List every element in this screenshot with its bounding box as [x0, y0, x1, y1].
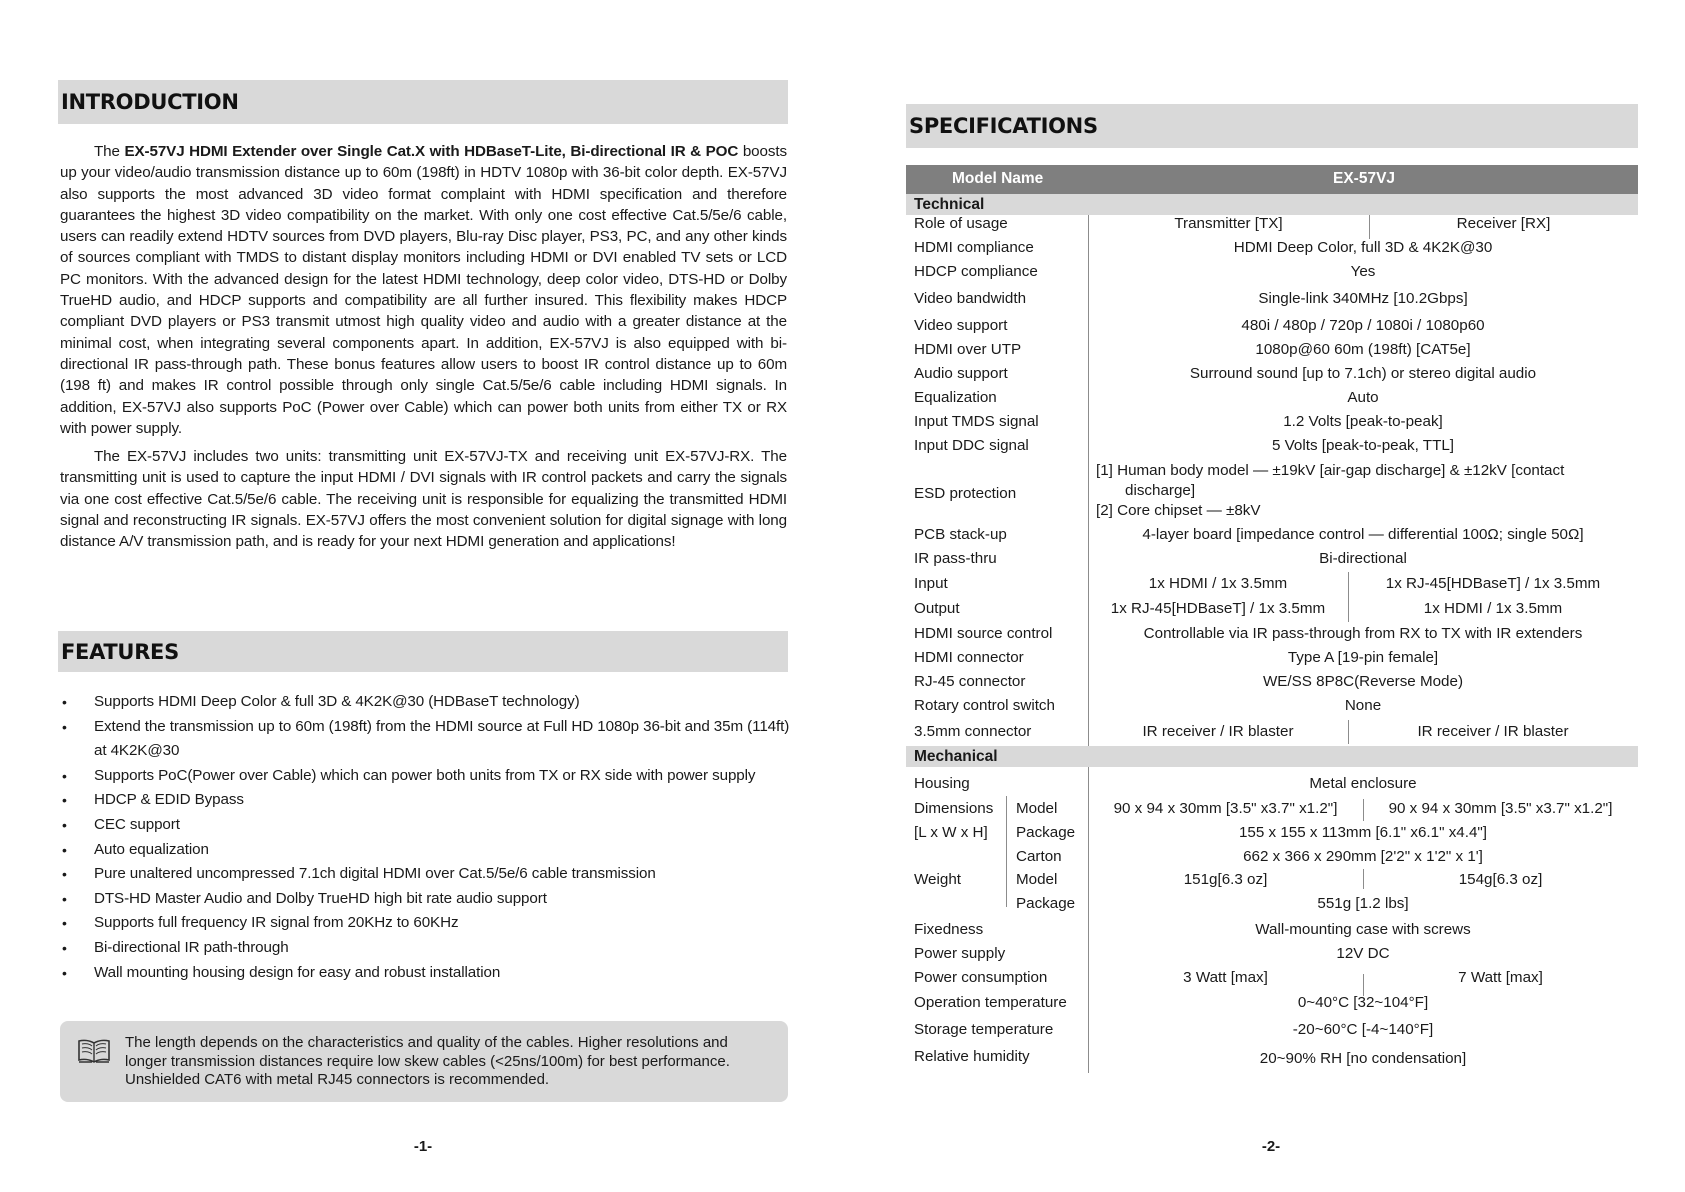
- esd-value: [1096, 461, 1626, 521]
- note-line: longer transmission distances require low skew cables (<25ns/100m) for best performance.: [125, 1052, 730, 1070]
- intro-p1-rest: boosts up your video/audio transmission distance up to 60m (198ft) in HDTV 1080p with 36-bit color depth. EX-57VJ also supports the most advanced 3D video format complaint with HDMI specification and therefore guarantees the highest 3D video compatibility on the market. With only one cost effective Cat.5/5e/6 cable, users can readily extend HDTV sources from DVD players, Blu-ray Disc player, PS3, PC, and any other kinds of sources compliant with TMDS to distant display monitors including HDMI or DVI enabled TV sets or LCD PC monitors. With the advanced design for the latest HDMI technology, deep color video, DTS-HD or Dolby TrueHD audio, and HDCP supports and compatibility are all further insured. This flexibility makes HDCP compliant DVD players or PS3 transmit utmost high quality video and audio with a greater distance at the minimal cost, when integrating several components apart. In addition, EX-57VJ is also equipped with bi-directional IR pass-through path. These bonus features allow users to boost IR control distance up to 60m (198 ft) and makes IR control possible through only single Cat.5/5e/6 cable including HDMI signals. In addition, EX-57VJ also supports PoC (Power over Cable) which can power both units from either TX or RX with power supply.: [60, 143, 787, 437]
- bullet-icon: •: [62, 964, 67, 981]
- spec-label: [L x W x H]: [914, 824, 988, 841]
- spec-value-rx: 154g[6.3 oz]: [1458, 871, 1543, 888]
- spec-value-tx: IR receiver / IR blaster: [1142, 723, 1294, 740]
- spec-table-header: [906, 165, 1638, 194]
- spec-label: Housing: [914, 775, 970, 792]
- header-label: Model Name: [952, 170, 1044, 187]
- spec-heading: [906, 104, 1638, 148]
- spec-value-tx: 1x RJ-45[HDBaseT] / 1x 3.5mm: [1110, 600, 1326, 617]
- spec-value-rx: 1x HDMI / 1x 3.5mm: [1423, 600, 1563, 617]
- spec-value-rx: 1x RJ-45[HDBaseT] / 1x 3.5mm: [1385, 575, 1601, 592]
- spec-value: Yes: [1350, 263, 1376, 280]
- spec-value: Single-link 340MHz [10.2Gbps]: [1258, 290, 1468, 307]
- bullet-icon: •: [62, 890, 67, 907]
- spec-label: Operation temperature: [914, 994, 1067, 1011]
- feature-text: Supports PoC(Power over Cable) which can power both units from TX or RX side with power supply: [94, 766, 756, 784]
- spec-value: Type A [19-pin female]: [1287, 649, 1439, 666]
- spec-value: WE/SS 8P8C(Reverse Mode): [1262, 673, 1464, 690]
- spec-value: 1080p@60 60m (198ft) [CAT5e]: [1255, 341, 1471, 358]
- spec-label: Storage temperature: [914, 1021, 1054, 1038]
- category-mechanical: Mechanical: [906, 746, 1638, 767]
- spec-value-rx: 7 Watt [max]: [1458, 969, 1543, 986]
- bullet-icon: •: [62, 767, 67, 784]
- spec-value: HDMI Deep Color, full 3D & 4K2K@30: [1233, 239, 1493, 256]
- spec-value: 20~90% RH [no condensation]: [1259, 1050, 1467, 1067]
- spec-label: IR pass-thru: [914, 550, 997, 567]
- bullet-icon: •: [62, 718, 67, 735]
- category-technical: Technical: [906, 194, 1638, 215]
- spec-value: Wall-mounting case with screws: [1255, 921, 1471, 938]
- bullet-icon: •: [62, 939, 67, 956]
- bullet-icon: •: [62, 816, 67, 833]
- header-model: EX-57VJ: [1333, 170, 1396, 187]
- spec-value: 5 Volts [peak-to-peak, TTL]: [1271, 437, 1455, 454]
- feature-text: HDCP & EDID Bypass: [94, 791, 244, 809]
- spec-value-tx: 1x HDMI / 1x 3.5mm: [1148, 575, 1288, 592]
- spec-value-tx: 3 Watt [max]: [1183, 969, 1268, 986]
- spec-label: HDCP compliance: [914, 263, 1038, 280]
- intro-paragraph-2: The EX-57VJ includes two units: transmitting unit EX-57VJ-TX and receiving unit EX-57VJ-RX. The transmitting unit is used to capture the input HDMI / DVI signals with IR control packets and carry the signals via one cost effective Cat.5/5e/6 cable. The receiving unit is responsible for equalizing the transmitted HDMI signal and reconstructing IR signals. EX-57VJ offers the most convenient solution for digital signage with long distance A/V transmission path, and is ready for your next HDMI generation and applications!: [60, 448, 787, 551]
- intro-p1-product-name: EX-57VJ HDMI Extender over Single Cat.X with HDBaseT-Lite, Bi-directional IR & POC: [124, 143, 739, 160]
- spec-sublabel: Carton: [1016, 848, 1062, 865]
- spec-value: 4-layer board [impedance control — differential 100Ω; single 50Ω]: [1142, 526, 1584, 543]
- esd-line: discharge]: [1125, 482, 1196, 499]
- spec-value-tx: Transmitter [TX]: [1174, 215, 1283, 232]
- feature-text: Wall mounting housing design for easy and robust installation: [94, 963, 501, 981]
- spec-value-rx: 90 x 94 x 30mm [3.5" x3.7" x1.2"]: [1388, 800, 1613, 817]
- spec-label: RJ-45 connector: [914, 673, 1026, 690]
- spec-value: Surround sound [up to 7.1ch) or stereo digital audio: [1189, 365, 1537, 382]
- feature-text: Supports full frequency IR signal from 20KHz to 60KHz: [94, 914, 459, 932]
- spec-value: 12V DC: [1336, 945, 1390, 962]
- spec-value: None: [1344, 697, 1382, 714]
- feature-text: Supports HDMI Deep Color & full 3D & 4K2K@30 (HDBaseT technology): [94, 693, 580, 710]
- spec-sublabel: Package: [1016, 895, 1076, 912]
- features-heading-text: FEATURES: [61, 639, 179, 664]
- spec-label: PCB stack-up: [914, 526, 1007, 543]
- spec-value-rx: IR receiver / IR blaster: [1417, 723, 1569, 740]
- spec-label: Dimensions: [914, 800, 994, 817]
- feature-text: Auto equalization: [94, 840, 209, 858]
- bullet-icon: •: [62, 694, 67, 710]
- spec-value-rx: Receiver [RX]: [1456, 215, 1551, 232]
- sub-column-divider: [1006, 796, 1007, 907]
- spec-label: Rotary control switch: [914, 697, 1055, 714]
- feature-text: Bi-directional IR path-through: [94, 938, 289, 956]
- spec-label: Video bandwidth: [914, 290, 1027, 307]
- spec-label: HDMI compliance: [914, 239, 1034, 256]
- spec-label: Video support: [914, 317, 1008, 334]
- spec-label: Role of usage: [914, 215, 1008, 232]
- spec-label: Input: [914, 575, 948, 592]
- spec-value: 662 x 366 x 290mm [2'2" x 1'2" x 1']: [1243, 848, 1483, 865]
- page-number: -2-: [1261, 1138, 1281, 1155]
- column-divider: [1088, 796, 1089, 1073]
- spec-value: Metal enclosure: [1309, 775, 1417, 792]
- spec-value: Controllable via IR pass-through from RX to TX with IR extenders: [1143, 625, 1583, 642]
- spec-label: Equalization: [914, 389, 997, 406]
- spec-label: HDMI connector: [914, 649, 1024, 666]
- spec-label: Power supply: [914, 945, 1006, 962]
- spec-label: Audio support: [914, 365, 1008, 382]
- spec-value: -20~60°C [-4~140°F]: [1292, 1021, 1434, 1038]
- spec-value: Auto: [1347, 389, 1379, 406]
- spec-value: 551g [1.2 lbs]: [1317, 895, 1409, 912]
- feature-text: CEC support: [94, 815, 180, 833]
- spec-value-tx: 151g[6.3 oz]: [1183, 871, 1268, 888]
- spec-label: HDMI source control: [914, 625, 1053, 642]
- spec-sublabel: Package: [1016, 824, 1076, 841]
- spec-heading-text: SPECIFICATIONS: [909, 114, 1098, 138]
- note-line: Unshielded CAT6 with metal RJ45 connectors is recommended.: [125, 1071, 550, 1088]
- spec-value: 480i / 480p / 720p / 1080i / 1080p60: [1241, 317, 1485, 334]
- spec-label: 3.5mm connector: [914, 723, 1032, 740]
- bullet-icon: •: [62, 792, 67, 809]
- feature-text: Extend the transmission up to 60m (198ft) from the HDMI source at Full HD 1080p 36-bit and 35m (114ft) at 4K2K@30: [94, 717, 790, 760]
- spec-sublabel: Model: [1016, 800, 1058, 817]
- spec-value: Bi-directional: [1319, 550, 1407, 567]
- esd-line: [2] Core chipset — ±8kV: [1096, 502, 1261, 519]
- spec-label: HDMI over UTP: [914, 341, 1022, 358]
- page-number: -1-: [413, 1138, 433, 1155]
- intro-heading-text: INTRODUCTION: [61, 90, 239, 114]
- feature-text: DTS-HD Master Audio and Dolby TrueHD high bit rate audio support: [94, 889, 547, 907]
- note-line: The length depends on the characteristics and quality of the cables. Higher resolutions and: [125, 1034, 728, 1051]
- spec-label: Fixedness: [914, 921, 984, 938]
- spec-label: ESD protection: [914, 485, 1017, 502]
- bullet-icon: •: [62, 915, 67, 932]
- spec-label: Weight: [914, 871, 961, 888]
- spec-value: 0~40°C [32~104°F]: [1297, 994, 1429, 1011]
- spec-label: Power consumption: [914, 969, 1048, 986]
- spec-sublabel: Model: [1016, 871, 1058, 888]
- spec-value: 1.2 Volts [peak-to-peak]: [1283, 413, 1443, 430]
- bullet-icon: •: [62, 866, 67, 883]
- spec-label: Input DDC signal: [914, 437, 1029, 454]
- feature-text: Pure unaltered uncompressed 7.1ch digital HDMI over Cat.5/5e/6 cable transmission: [94, 865, 656, 883]
- spec-label: Relative humidity: [914, 1048, 1030, 1065]
- spec-value: 155 x 155 x 113mm [6.1" x6.1" x4.4"]: [1238, 824, 1488, 841]
- esd-line: [1] Human body model — ±19kV [air-gap discharge] & ±12kV [contact: [1096, 462, 1565, 479]
- spec-value-tx: 90 x 94 x 30mm [3.5" x3.7" x1.2"]: [1113, 800, 1338, 817]
- spec-label: Output: [914, 600, 960, 617]
- bullet-icon: •: [62, 841, 67, 858]
- intro-p1-lead: The: [94, 143, 125, 160]
- spec-label: Input TMDS signal: [914, 413, 1039, 430]
